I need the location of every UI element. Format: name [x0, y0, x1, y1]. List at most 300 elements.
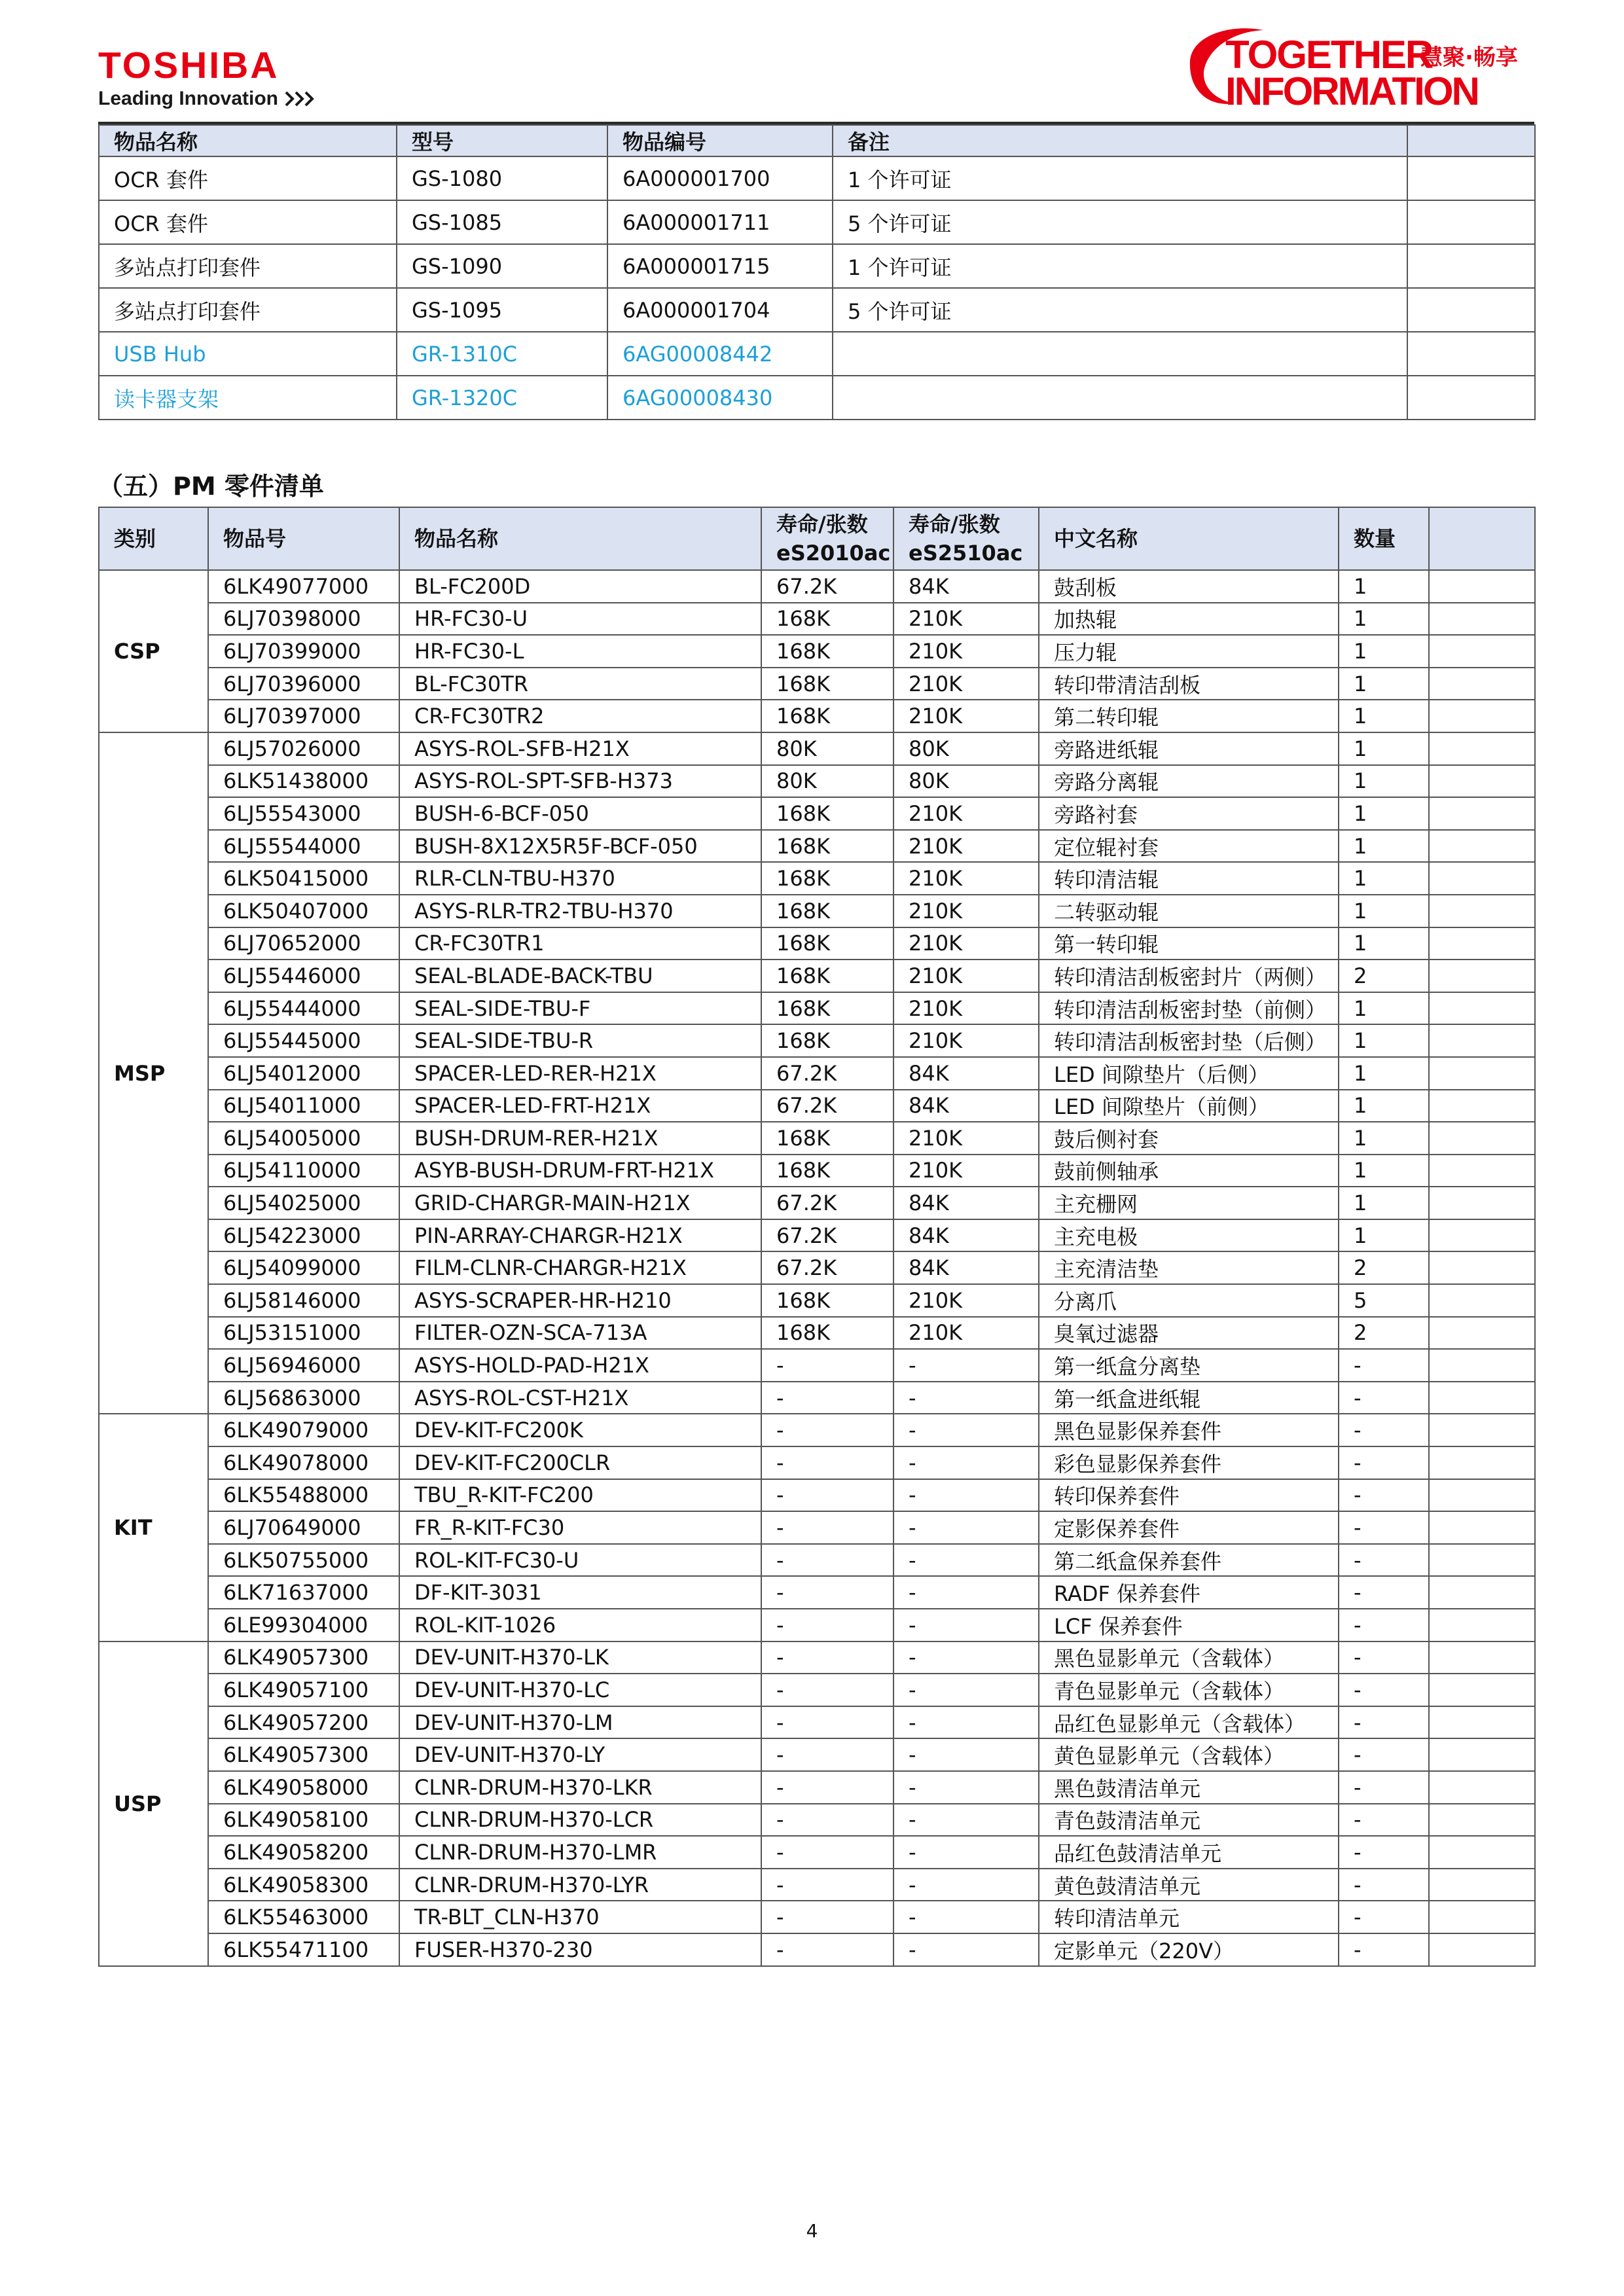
- table-cell: -: [761, 1674, 893, 1706]
- table-cell: 旁路衬套: [1039, 797, 1339, 830]
- table-cell: 黄色鼓清洁单元: [1039, 1869, 1339, 1901]
- table-cell: 鼓后侧衬套: [1039, 1122, 1339, 1155]
- table-cell: SEAL-SIDE-TBU-F: [399, 992, 761, 1025]
- table-cell: 67.2K: [761, 1090, 893, 1122]
- table-cell: 210K: [893, 992, 1039, 1025]
- table-cell: 主充清洁垫: [1039, 1251, 1339, 1284]
- table-cell: 转印清洁刮板密封片（两侧）: [1039, 960, 1339, 992]
- table-cell: 读卡器支架: [99, 376, 397, 420]
- table-cell: 6LK50755000: [208, 1544, 399, 1577]
- header-cell-life-a: [761, 507, 893, 570]
- table-cell: 6LK49057100: [208, 1674, 399, 1706]
- table-cell: -: [761, 1349, 893, 1382]
- table-cell: 转印清洁刮板密封垫（后侧）: [1039, 1024, 1339, 1057]
- table-cell: -: [893, 1901, 1039, 1933]
- table-cell: 第一纸盒进纸辊: [1039, 1382, 1339, 1414]
- table-cell: GR-1310C: [397, 332, 607, 376]
- table-cell: 168K: [761, 797, 893, 830]
- table-cell: 6LK55463000: [208, 1901, 399, 1933]
- table-row: [99, 244, 1535, 288]
- table-cell: DEV-UNIT-H370-LM: [399, 1706, 761, 1739]
- pm-table-header: [99, 507, 1535, 570]
- table-cell: -: [1339, 1933, 1429, 1966]
- table-cell: 转印保养套件: [1039, 1479, 1339, 1512]
- table-cell: DEV-UNIT-H370-LK: [399, 1641, 761, 1674]
- table-row: [99, 156, 1535, 200]
- table-cell: 旁路进纸辊: [1039, 732, 1339, 765]
- table-cell: [833, 376, 1407, 420]
- category-cell: USP: [99, 1641, 208, 1966]
- table-cell: ASYS-SCRAPER-HR-H210: [399, 1284, 761, 1317]
- table-cell: 1: [1339, 668, 1429, 700]
- table-cell: 6LK49057300: [208, 1738, 399, 1771]
- table-cell: 6LJ70652000: [208, 927, 399, 960]
- table-cell: 6LJ55445000: [208, 1024, 399, 1057]
- table-cell: 2: [1339, 960, 1429, 992]
- table-cell: 210K: [893, 895, 1039, 927]
- table-cell: -: [893, 1414, 1039, 1446]
- table-cell: 210K: [893, 1317, 1039, 1350]
- category-cell: CSP: [99, 570, 208, 732]
- table-row: [99, 1576, 1535, 1609]
- table-cell: 210K: [893, 1024, 1039, 1057]
- table-cell: LCF 保养套件: [1039, 1609, 1339, 1641]
- table-cell: TBU_R-KIT-FC200: [399, 1479, 761, 1512]
- empty-cell: [1429, 1122, 1535, 1155]
- table-cell: 第一纸盒分离垫: [1039, 1349, 1339, 1382]
- table-cell: -: [761, 1544, 893, 1577]
- table-row: [99, 1544, 1535, 1577]
- table-cell: 压力辊: [1039, 635, 1339, 668]
- table-cell: 品红色鼓清洁单元: [1039, 1836, 1339, 1869]
- table-cell: 210K: [893, 700, 1039, 732]
- table-cell: -: [761, 1382, 893, 1414]
- table-cell: 168K: [761, 960, 893, 992]
- table-cell: 6LJ55446000: [208, 960, 399, 992]
- empty-cell: [1429, 570, 1535, 603]
- table-row: [99, 960, 1535, 992]
- table-cell: -: [893, 1674, 1039, 1706]
- table-cell: 6LJ58146000: [208, 1284, 399, 1317]
- table-cell: 6LJ55544000: [208, 830, 399, 863]
- table-cell: 1 个许可证: [833, 156, 1407, 200]
- table-row: [99, 1479, 1535, 1512]
- header-cell: 型号: [397, 125, 607, 156]
- table-cell: 定位辊衬套: [1039, 830, 1339, 863]
- table-cell: -: [1339, 1869, 1429, 1901]
- table-cell: 2: [1339, 1317, 1429, 1350]
- table-cell: HR-FC30-L: [399, 635, 761, 668]
- table-cell: 6LK50415000: [208, 862, 399, 895]
- table-cell: 168K: [761, 1155, 893, 1187]
- table-row: [99, 1382, 1535, 1414]
- table-cell: 6LJ57026000: [208, 732, 399, 765]
- table-cell: -: [761, 1446, 893, 1479]
- table-cell: DEV-KIT-FC200CLR: [399, 1446, 761, 1479]
- table-row: [99, 1317, 1535, 1350]
- table-cell: 168K: [761, 700, 893, 732]
- table-cell: 6LK49057200: [208, 1706, 399, 1739]
- table-cell: 6LK51438000: [208, 765, 399, 798]
- table-cell: 6LJ54011000: [208, 1090, 399, 1122]
- table-cell: 168K: [761, 603, 893, 636]
- table-cell: -: [893, 1446, 1039, 1479]
- table-cell: 6LK55488000: [208, 1479, 399, 1512]
- header-line: eS2010ac: [776, 541, 891, 565]
- table-cell: 210K: [893, 862, 1039, 895]
- table-row: [99, 1511, 1535, 1544]
- table-cell: -: [1339, 1544, 1429, 1577]
- empty-cell: [1429, 668, 1535, 700]
- table-cell: 多站点打印套件: [99, 288, 397, 332]
- table-cell: 210K: [893, 927, 1039, 960]
- table-cell: 67.2K: [761, 1057, 893, 1090]
- table-cell: -: [761, 1576, 893, 1609]
- empty-cell: [1429, 1771, 1535, 1804]
- table-cell: 1: [1339, 1187, 1429, 1219]
- table-cell: -: [1339, 1738, 1429, 1771]
- table-cell: BL-FC200D: [399, 570, 761, 603]
- table-cell: 黑色显影保养套件: [1039, 1414, 1339, 1446]
- table-cell: 1: [1339, 1024, 1429, 1057]
- table-cell: 168K: [761, 862, 893, 895]
- table-cell: -: [893, 1479, 1039, 1512]
- table-cell: 多站点打印套件: [99, 244, 397, 288]
- table-cell: 6LJ54025000: [208, 1187, 399, 1219]
- table-cell: 1: [1339, 603, 1429, 636]
- table-cell: 84K: [893, 1057, 1039, 1090]
- empty-cell: [1429, 1219, 1535, 1252]
- table-cell: 210K: [893, 603, 1039, 636]
- table-cell: 6LJ54012000: [208, 1057, 399, 1090]
- empty-cell: [1429, 830, 1535, 863]
- table-cell: 210K: [893, 1122, 1039, 1155]
- table-row: [99, 1284, 1535, 1317]
- table-cell: -: [761, 1771, 893, 1804]
- table-cell: 6LK49079000: [208, 1414, 399, 1446]
- table-cell: 84K: [893, 1187, 1039, 1219]
- table-row: [99, 732, 1535, 765]
- header-cell: 物品号: [208, 507, 399, 570]
- table-cell: BL-FC30TR: [399, 668, 761, 700]
- table-cell: FILTER-OZN-SCA-713A: [399, 1317, 761, 1350]
- table-cell: FILM-CLNR-CHARGR-H21X: [399, 1251, 761, 1284]
- table-cell: GR-1320C: [397, 376, 607, 420]
- table-cell: 210K: [893, 1155, 1039, 1187]
- empty-cell: [1429, 1057, 1535, 1090]
- table-cell: 1: [1339, 765, 1429, 798]
- table-cell: GRID-CHARGR-MAIN-H21X: [399, 1187, 761, 1219]
- logo-chinese: 慧聚·畅享: [1420, 45, 1518, 71]
- table-cell: 6A000001715: [607, 244, 833, 288]
- table-row: [99, 1771, 1535, 1804]
- empty-cell: [1429, 1641, 1535, 1674]
- table-cell: 168K: [761, 895, 893, 927]
- header-cell: 数量: [1339, 507, 1429, 570]
- table-cell: 1: [1339, 797, 1429, 830]
- header-cell: 备注: [833, 125, 1407, 156]
- table-cell: 品红色显影单元（含载体）: [1039, 1706, 1339, 1739]
- table-cell: 转印清洁刮板密封垫（前侧）: [1039, 992, 1339, 1025]
- table-cell: -: [893, 1511, 1039, 1544]
- table-row: [99, 1446, 1535, 1479]
- empty-cell: [1429, 1933, 1535, 1966]
- empty-cell: [1429, 895, 1535, 927]
- table-cell: [833, 332, 1407, 376]
- logo-together: TOGETHER: [1225, 33, 1433, 77]
- table-cell: GS-1085: [397, 200, 607, 244]
- table-row: [99, 1869, 1535, 1901]
- table-cell: 168K: [761, 1024, 893, 1057]
- table-row: [99, 1836, 1535, 1869]
- empty-cell: [1429, 1706, 1535, 1739]
- table-cell: -: [1339, 1609, 1429, 1641]
- table-row: [99, 1349, 1535, 1382]
- table-cell: ASYS-ROL-SFB-H21X: [399, 732, 761, 765]
- table-cell: 1: [1339, 927, 1429, 960]
- table-row: [99, 668, 1535, 700]
- table-cell: 6AG00008430: [607, 376, 833, 420]
- empty-cell: [1429, 1382, 1535, 1414]
- table-cell: 黑色鼓清洁单元: [1039, 1771, 1339, 1804]
- table-cell: 1 个许可证: [833, 244, 1407, 288]
- table-cell: 6LK50407000: [208, 895, 399, 927]
- table-cell: 6LK49078000: [208, 1446, 399, 1479]
- table-cell: 168K: [761, 1122, 893, 1155]
- table-cell: -: [893, 1349, 1039, 1382]
- table-row: [99, 1674, 1535, 1706]
- table-row: [99, 1155, 1535, 1187]
- table-cell: 5 个许可证: [833, 288, 1407, 332]
- table-cell: 6LJ70399000: [208, 635, 399, 668]
- table-cell: -: [1339, 1706, 1429, 1739]
- table-cell: -: [1339, 1641, 1429, 1674]
- empty-cell: [1429, 1609, 1535, 1641]
- table-cell: 6LK49077000: [208, 570, 399, 603]
- table-cell: FUSER-H370-230: [399, 1933, 761, 1966]
- table-cell: 黑色显影单元（含载体）: [1039, 1641, 1339, 1674]
- table-cell: 6LK49058200: [208, 1836, 399, 1869]
- table-cell: SPACER-LED-FRT-H21X: [399, 1090, 761, 1122]
- table-cell: DEV-UNIT-H370-LY: [399, 1738, 761, 1771]
- table-cell: 6AG00008442: [607, 332, 833, 376]
- table-cell: -: [893, 1609, 1039, 1641]
- table-row: [99, 1219, 1535, 1252]
- table-cell: DEV-KIT-FC200K: [399, 1414, 761, 1446]
- table-cell: 67.2K: [761, 1251, 893, 1284]
- pm-parts-table: [98, 507, 1536, 1967]
- header-cell: [1429, 507, 1535, 570]
- table-cell: 80K: [761, 765, 893, 798]
- empty-cell: [1429, 992, 1535, 1025]
- empty-cell: [1429, 700, 1535, 732]
- table-cell: USB Hub: [99, 332, 397, 376]
- table-cell: OCR 套件: [99, 200, 397, 244]
- empty-cell: [1429, 1544, 1535, 1577]
- table-cell: [1407, 156, 1535, 200]
- table-row: [99, 797, 1535, 830]
- table-cell: 1: [1339, 992, 1429, 1025]
- empty-cell: [1429, 1804, 1535, 1837]
- header-line: 寿命/张数: [909, 512, 1000, 537]
- table-row: [99, 862, 1535, 895]
- table-cell: 67.2K: [761, 570, 893, 603]
- table-cell: 第一转印辊: [1039, 927, 1339, 960]
- table-cell: ASYS-HOLD-PAD-H21X: [399, 1349, 761, 1382]
- empty-cell: [1429, 1284, 1535, 1317]
- header-cell: 物品名称: [399, 507, 761, 570]
- table-cell: [1407, 200, 1535, 244]
- table-cell: 168K: [761, 927, 893, 960]
- table-cell: 2: [1339, 1251, 1429, 1284]
- table-row: [99, 1187, 1535, 1219]
- table-row: [99, 1057, 1535, 1090]
- empty-cell: [1429, 1090, 1535, 1122]
- table-row: [99, 1641, 1535, 1674]
- empty-cell: [1429, 1738, 1535, 1771]
- options-table-header: [99, 125, 1535, 156]
- table-cell: LED 间隙垫片（前侧）: [1039, 1090, 1339, 1122]
- table-cell: -: [1339, 1382, 1429, 1414]
- table-cell: CLNR-DRUM-H370-LYR: [399, 1869, 761, 1901]
- table-cell: 84K: [893, 1090, 1039, 1122]
- empty-cell: [1429, 603, 1535, 636]
- header-cell-life-b: [893, 507, 1039, 570]
- header-line: 寿命/张数: [776, 512, 868, 537]
- table-cell: ROL-KIT-1026: [399, 1609, 761, 1641]
- table-cell: -: [893, 1738, 1039, 1771]
- header-cell: 物品名称: [99, 125, 397, 156]
- brand-name: TOSHIBA: [98, 45, 280, 86]
- table-cell: 80K: [893, 765, 1039, 798]
- empty-cell: [1429, 1576, 1535, 1609]
- table-row: [99, 1738, 1535, 1771]
- table-cell: ASYS-ROL-CST-H21X: [399, 1382, 761, 1414]
- table-cell: -: [761, 1901, 893, 1933]
- table-cell: 6LJ54110000: [208, 1155, 399, 1187]
- table-cell: -: [893, 1933, 1039, 1966]
- table-cell: 168K: [761, 992, 893, 1025]
- table-cell: 转印带清洁刮板: [1039, 668, 1339, 700]
- table-cell: CLNR-DRUM-H370-LCR: [399, 1804, 761, 1837]
- section-title: （五）PM 零件清单: [98, 472, 324, 501]
- table-cell: 6LK71637000: [208, 1576, 399, 1609]
- empty-cell: [1429, 1479, 1535, 1512]
- table-cell: -: [893, 1544, 1039, 1577]
- empty-cell: [1429, 1446, 1535, 1479]
- table-cell: SPACER-LED-RER-H21X: [399, 1057, 761, 1090]
- header-cell: 类别: [99, 507, 208, 570]
- table-cell: 168K: [761, 830, 893, 863]
- table-cell: 主充栅网: [1039, 1187, 1339, 1219]
- together-information-logo: [1185, 22, 1525, 111]
- table-cell: CLNR-DRUM-H370-LMR: [399, 1836, 761, 1869]
- table-cell: BUSH-6-BCF-050: [399, 797, 761, 830]
- table-cell: 1: [1339, 635, 1429, 668]
- table-row: [99, 1804, 1535, 1837]
- empty-cell: [1429, 1901, 1535, 1933]
- table-cell: -: [761, 1609, 893, 1641]
- table-cell: 6LJ55543000: [208, 797, 399, 830]
- table-cell: 转印清洁单元: [1039, 1901, 1339, 1933]
- table-cell: -: [1339, 1674, 1429, 1706]
- table-cell: 主充电极: [1039, 1219, 1339, 1252]
- table-cell: 168K: [761, 1284, 893, 1317]
- table-cell: 168K: [761, 1317, 893, 1350]
- table-row: [99, 603, 1535, 636]
- table-cell: -: [893, 1576, 1039, 1609]
- empty-cell: [1429, 960, 1535, 992]
- table-cell: 1: [1339, 1155, 1429, 1187]
- table-cell: 210K: [893, 960, 1039, 992]
- table-row: [99, 765, 1535, 798]
- table-cell: 第二转印辊: [1039, 700, 1339, 732]
- table-cell: FR_R-KIT-FC30: [399, 1511, 761, 1544]
- category-cell: MSP: [99, 732, 208, 1414]
- table-cell: 鼓前侧轴承: [1039, 1155, 1339, 1187]
- table-cell: 6A000001704: [607, 288, 833, 332]
- table-cell: 6LJ54223000: [208, 1219, 399, 1252]
- table-cell: 6LK49058100: [208, 1804, 399, 1837]
- table-cell: 青色鼓清洁单元: [1039, 1804, 1339, 1837]
- table-cell: 1: [1339, 1219, 1429, 1252]
- table-cell: -: [1339, 1901, 1429, 1933]
- table-cell: -: [1339, 1836, 1429, 1869]
- table-row: [99, 570, 1535, 603]
- empty-cell: [1429, 1349, 1535, 1382]
- table-cell: 6A000001700: [607, 156, 833, 200]
- table-cell: 6LE99304000: [208, 1609, 399, 1641]
- table-row: [99, 1609, 1535, 1641]
- table-cell: 青色显影单元（含载体）: [1039, 1674, 1339, 1706]
- empty-cell: [1429, 1836, 1535, 1869]
- table-cell: SEAL-BLADE-BACK-TBU: [399, 960, 761, 992]
- table-cell: 6LJ53151000: [208, 1317, 399, 1350]
- table-cell: 6LK49058300: [208, 1869, 399, 1901]
- table-cell: [1407, 376, 1535, 420]
- table-cell: 67.2K: [761, 1219, 893, 1252]
- logo-information: INFORMATION: [1225, 69, 1478, 113]
- tagline-text: Leading Innovation: [98, 88, 278, 109]
- table-row: [99, 1122, 1535, 1155]
- table-cell: BUSH-DRUM-RER-H21X: [399, 1122, 761, 1155]
- table-cell: 1: [1339, 862, 1429, 895]
- header-cell: 物品编号: [607, 125, 833, 156]
- table-cell: -: [1339, 1414, 1429, 1446]
- table-cell: 168K: [761, 635, 893, 668]
- table-cell: 6LK55471100: [208, 1933, 399, 1966]
- table-cell: 5 个许可证: [833, 200, 1407, 244]
- table-cell: 分离爪: [1039, 1284, 1339, 1317]
- table-cell: -: [893, 1641, 1039, 1674]
- table-cell: 1: [1339, 830, 1429, 863]
- table-cell: 6LJ70649000: [208, 1511, 399, 1544]
- table-cell: -: [761, 1933, 893, 1966]
- table-cell: 6LJ56863000: [208, 1382, 399, 1414]
- table-cell: 1: [1339, 570, 1429, 603]
- table-cell: -: [893, 1382, 1039, 1414]
- table-cell: CR-FC30TR2: [399, 700, 761, 732]
- table-cell: TR-BLT_CLN-H370: [399, 1901, 761, 1933]
- table-cell: 6LJ56946000: [208, 1349, 399, 1382]
- empty-cell: [1429, 765, 1535, 798]
- category-cell: KIT: [99, 1414, 208, 1641]
- table-cell: ASYS-RLR-TR2-TBU-H370: [399, 895, 761, 927]
- table-cell: -: [761, 1479, 893, 1512]
- table-row: [99, 635, 1535, 668]
- table-row: [99, 332, 1535, 376]
- table-cell: RADF 保养套件: [1039, 1576, 1339, 1609]
